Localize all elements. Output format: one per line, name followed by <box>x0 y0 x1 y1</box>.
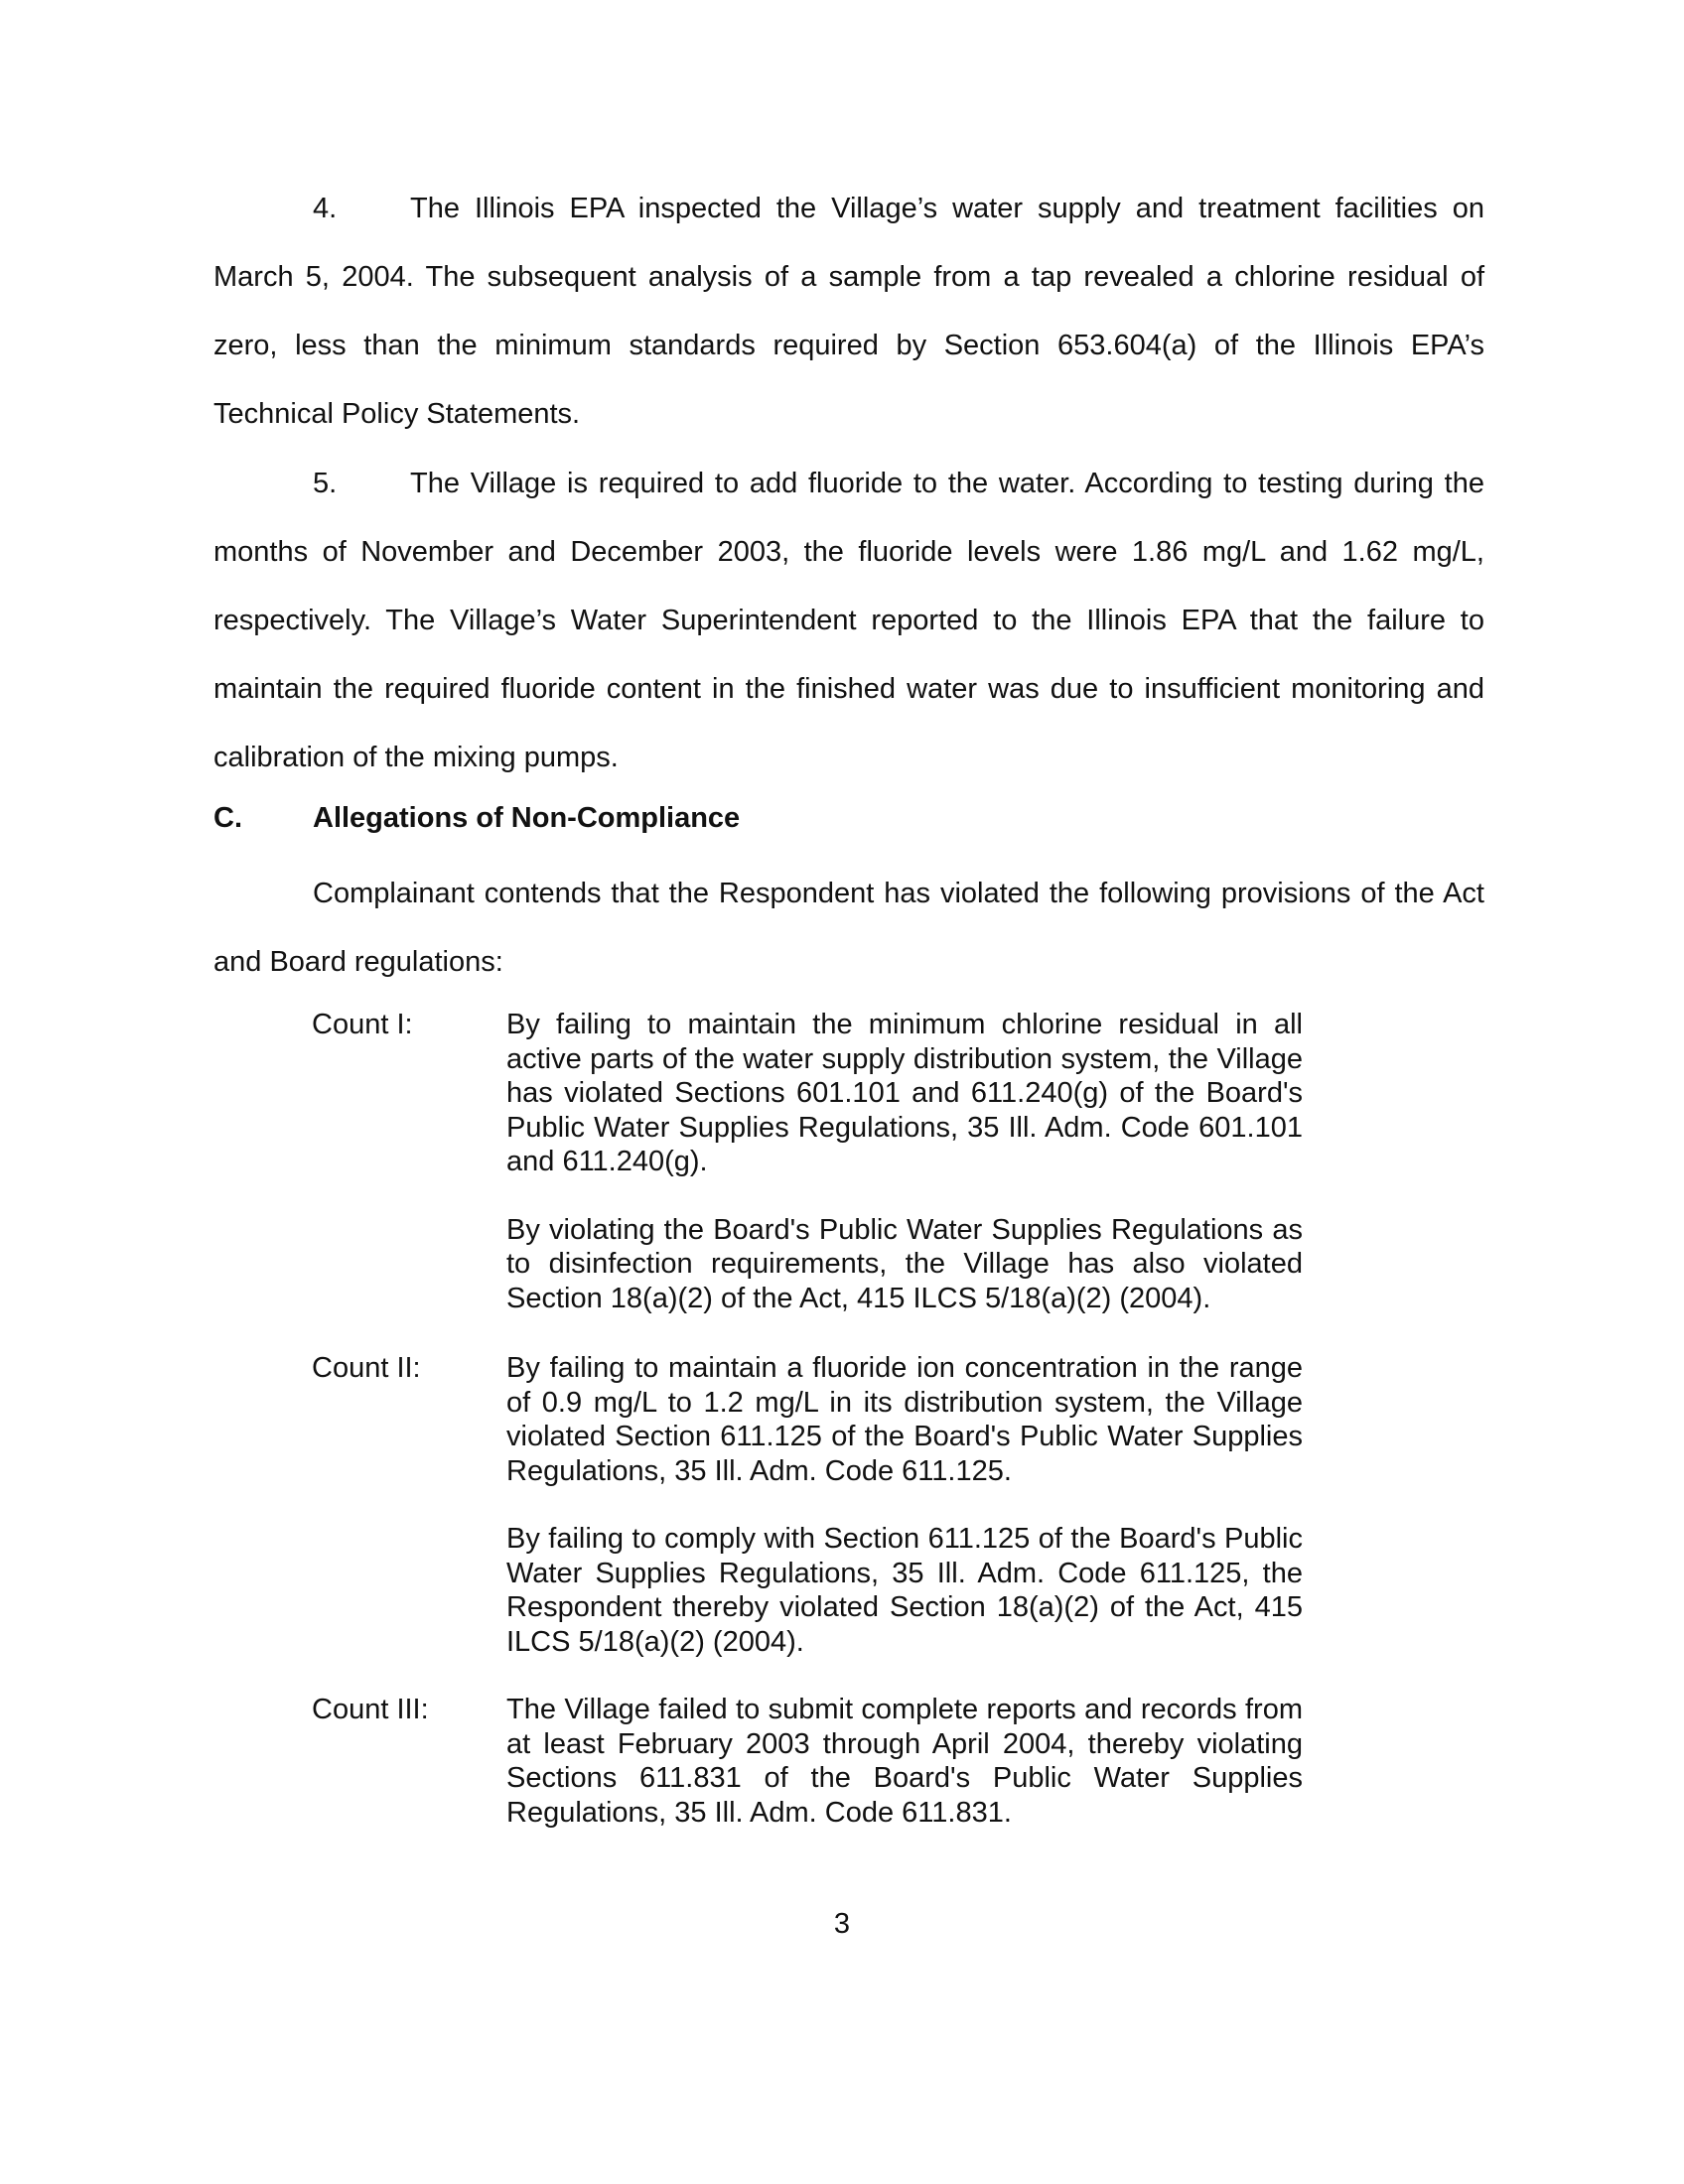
count-label: Count II: <box>312 1352 421 1384</box>
paragraph-number: 5. <box>313 468 338 499</box>
page-number: 3 <box>833 1908 851 1940</box>
count-paragraph: By failing to comply with Section 611.125 of the Board's Public Water Supplies Regulations, 35 Ill. Adm. Code 611.125, the Respondent thereby violated Section 18(a)(2) of the Act, 415 ILCS 5/18(a)(2) (2004). <box>506 1523 1303 1658</box>
count-body <box>506 1351 1303 1693</box>
paragraph-text: The Village is required to add fluoride to the water. According to testing during the months of November and December 2003, the fluoride levels were 1.86 mg/L and 1.62 mg/L, respectively. The Village’s Water Superintendent reported to the Illinois EPA that the failure to maintain the required fluoride content in the finished water was due to insufficient monitoring and calibration of the mixing pumps. <box>213 468 1484 773</box>
section-heading <box>213 798 740 838</box>
count-paragraph: By violating the Board's Public Water Supplies Regulations as to disinfection requirements, the Village has also violated Section 18(a)(2) of the Act, 415 ILCS 5/18(a)(2) (2004). <box>506 1213 1303 1314</box>
count-body <box>506 1693 1303 1863</box>
paragraph-text: The Illinois EPA inspected the Village’s water supply and treatment facilities on March 5, 2004. The subsequent analysis of a sample from a tap revealed a chlorine residual of zero, less than the minimum standards required by Section 653.604(a) of the Illinois EPA’s Technical Policy Statements. <box>213 193 1484 430</box>
paragraph-number: 4. <box>313 193 338 224</box>
paragraph-5 <box>213 450 1484 792</box>
count-paragraph: By failing to maintain the minimum chlorine residual in all active parts of the water supply distribution system, the Village has violated Sections 601.101 and 611.240(g) of the Board's Public Water Supplies Regulations, 35 Ill. Adm. Code 601.101 and 611.240(g). <box>506 1009 1303 1177</box>
section-title: Allegations of Non-Compliance <box>313 802 741 834</box>
count-label: Count I: <box>312 1009 413 1040</box>
count-paragraph: By failing to maintain a fluoride ion concentration in the range of 0.9 mg/L to 1.2 mg/L in its distribution system, the Village violated Section 611.125 of the Board's Public Water Supplies Regulations, 35 Ill. Adm. Code 611.125. <box>506 1352 1303 1487</box>
section-intro: Complainant contends that the Respondent has violated the following provisions of the Act and Board regulations: <box>213 878 1484 978</box>
section-letter: C. <box>213 802 242 834</box>
count-label: Count III: <box>312 1694 429 1725</box>
count-paragraph: The Village failed to submit complete reports and records from at least February 2003 through April 2004, thereby violating Sections 611.831 of the Board's Public Water Supplies Regulations, 35 Ill. Adm. Code 611.831. <box>506 1694 1303 1829</box>
count-body <box>506 1008 1303 1349</box>
paragraph-4 <box>213 175 1484 449</box>
